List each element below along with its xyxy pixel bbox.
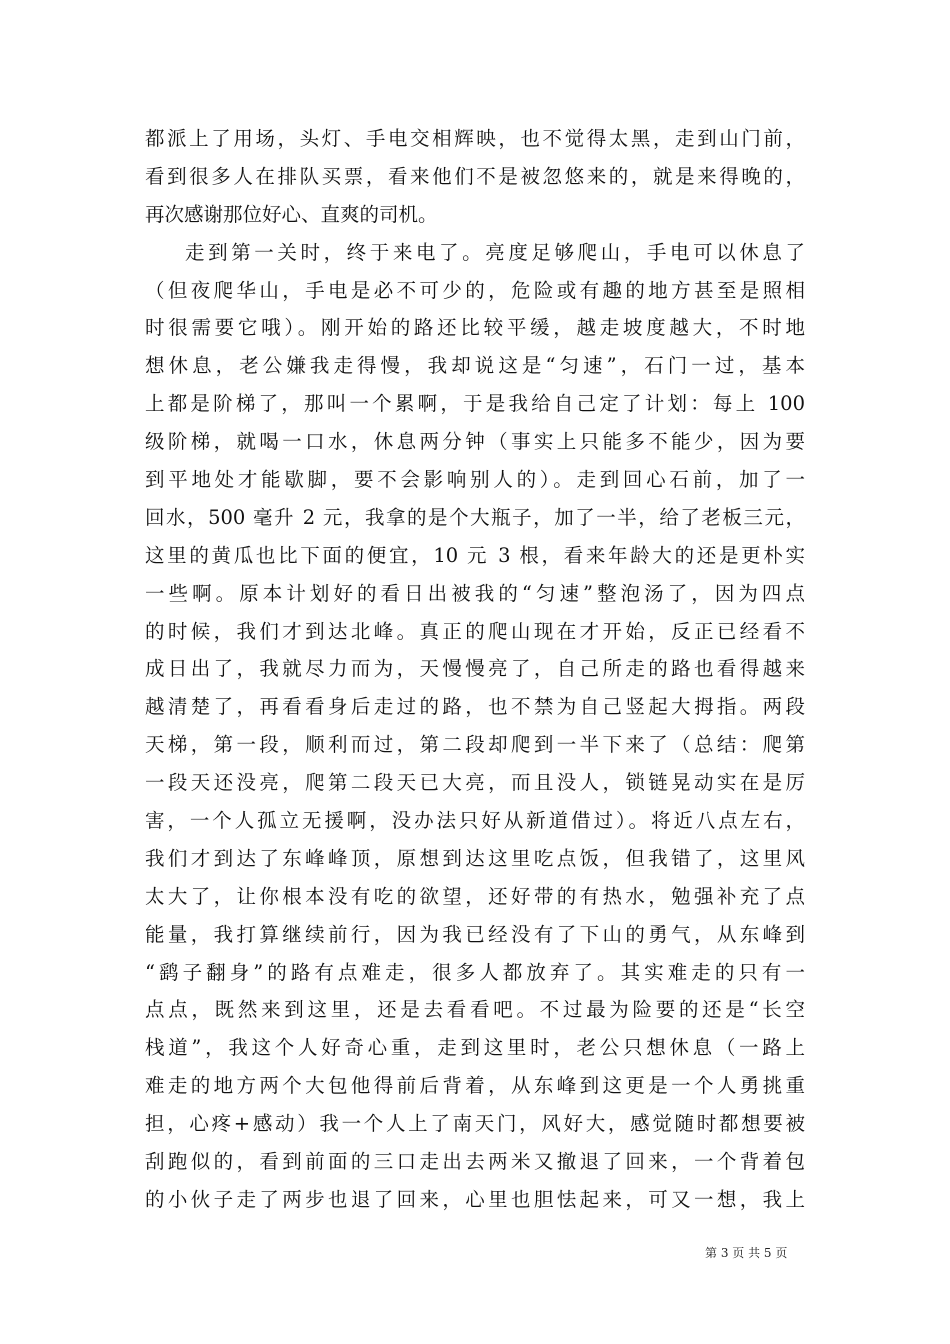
text-line: 时很需要它哦）。刚开始的路还比较平缓，越走坡度越大，不时地 <box>145 316 805 340</box>
page-number: 第 3 页 共 5 页 <box>705 1246 788 1260</box>
text-line: 点点，既然来到这里，还是去看看吧。不过最为险要的还是“长空 <box>145 998 805 1022</box>
text-line: 上都是阶梯了，那叫一个累啊，于是我给自己定了计划：每上 100 <box>145 392 805 416</box>
text-line: 越清楚了，再看看身后走过的路，也不禁为自己竖起大拇指。两段 <box>145 695 805 719</box>
text-line: 害，一个人孤立无援啊，没办法只好从新道借过）。将近八点左右， <box>145 809 805 833</box>
text-line: 我们才到达了东峰峰顶，原想到达这里吃点饭，但我错了，这里风 <box>145 846 805 870</box>
text-line: 再次感谢那位好心、直爽的司机。 <box>145 202 438 226</box>
text-line: “鹞子翻身”的路有点难走，很多人都放弃了。其实难走的只有一 <box>145 960 805 984</box>
text-line: （但夜爬华山，手电是必不可少的，危险或有趣的地方甚至是照相 <box>145 278 805 302</box>
text-line: 刮跑似的，看到前面的三口走出去两米又撤退了回来，一个背着包 <box>145 1150 805 1174</box>
text-line: 想休息，老公嫌我走得慢，我却说这是“匀速”，石门一过，基本 <box>145 354 805 378</box>
text-line: 这里的黄瓜也比下面的便宜，10 元 3 根，看来年龄大的还是更朴实 <box>145 543 805 567</box>
text-line: 的时候，我们才到达北峰。真正的爬山现在才开始，反正已经看不 <box>145 619 805 643</box>
text-line: 能量，我打算继续前行，因为我已经没有了下山的勇气，从东峰到 <box>145 922 805 946</box>
text-line: 都派上了用场，头灯、手电交相辉映，也不觉得太黑，走到山门前， <box>145 127 805 150</box>
text-line: 的小伙子走了两步也退了回来，心里也胆怯起来，可又一想，我上 <box>145 1187 805 1211</box>
text-line: 回水，500 毫升 2 元，我拿的是个大瓶子，加了一半，给了老板三元， <box>145 505 805 529</box>
text-line: 一些啊。原本计划好的看日出被我的“匀速”整泡汤了，因为四点 <box>145 581 805 605</box>
text-line: 看到很多人在排队买票，看来他们不是被忽悠来的，就是来得晚的， <box>145 164 805 188</box>
text-line: 级阶梯，就喝一口水，休息两分钟（事实上只能多不能少，因为要 <box>145 430 805 454</box>
body-text <box>145 120 805 1219</box>
text-line: 走到第一关时，终于来电了。亮度足够爬山，手电可以休息了 <box>185 240 805 264</box>
text-line: 成日出了，我就尽力而为，天慢慢亮了，自己所走的路也看得越来 <box>145 657 805 681</box>
text-line: 难走的地方两个大包他得前后背着，从东峰到这更是一个人勇挑重 <box>145 1074 805 1098</box>
text-line: 一段天还没亮，爬第二段天已大亮，而且没人，锁链晃动实在是厉 <box>145 771 805 795</box>
text-line: 太大了，让你根本没有吃的欲望，还好带的有热水，勉强补充了点 <box>145 884 805 908</box>
text-line: 到平地处才能歇脚，要不会影响别人的）。走到回心石前，加了一 <box>145 468 805 492</box>
text-line: 天梯，第一段，顺利而过，第二段却爬到一半下来了（总结：爬第 <box>145 733 805 757</box>
text-line: 担，心疼+感动）我一个人上了南天门，风好大，感觉随时都想要被 <box>145 1112 805 1136</box>
text-line: 栈道”，我这个人好奇心重，走到这里时，老公只想休息（一路上 <box>145 1036 805 1060</box>
